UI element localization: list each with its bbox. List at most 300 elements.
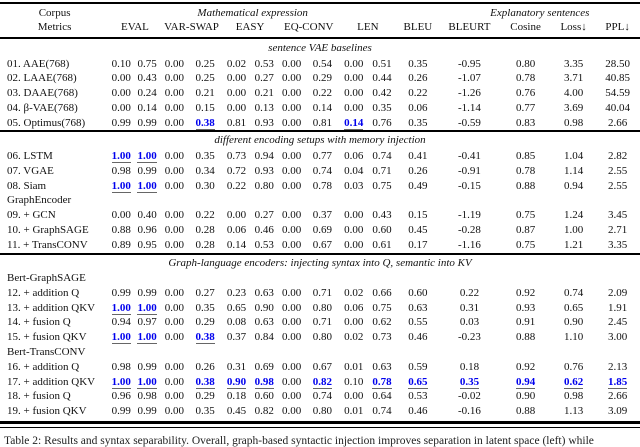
value-cell bbox=[305, 286, 339, 301]
bleu-group-spacer bbox=[396, 4, 439, 21]
value-cell bbox=[499, 86, 552, 101]
value: 0.54 bbox=[312, 57, 332, 70]
value: -0.59 bbox=[458, 116, 481, 129]
table-body bbox=[0, 38, 640, 419]
value: 3.09 bbox=[608, 405, 628, 418]
value-cell bbox=[161, 389, 188, 404]
value-cell bbox=[368, 360, 396, 375]
value-cell bbox=[305, 149, 339, 164]
value: 0.66 bbox=[372, 286, 392, 299]
value: 0.17 bbox=[408, 238, 428, 251]
value-cell bbox=[595, 86, 640, 101]
value-cell bbox=[340, 360, 368, 375]
value: 0.77 bbox=[312, 149, 332, 162]
value-cell bbox=[595, 360, 640, 375]
value: 0.28 bbox=[195, 223, 215, 236]
value: 3.00 bbox=[608, 331, 628, 344]
value: 0.35 bbox=[408, 57, 428, 70]
value: 0.80 bbox=[254, 179, 274, 192]
value-cell bbox=[440, 149, 500, 164]
value-cell bbox=[552, 223, 595, 238]
value-cell bbox=[396, 149, 439, 164]
value-cell bbox=[552, 116, 595, 132]
value: 0.87 bbox=[515, 223, 536, 236]
value-cell bbox=[222, 404, 250, 419]
value: 0.75 bbox=[515, 238, 536, 251]
row-label: 03. DAAE(768) bbox=[7, 87, 78, 100]
value-cell bbox=[368, 404, 396, 419]
value: 0.00 bbox=[281, 360, 302, 373]
value: 0.00 bbox=[281, 390, 302, 403]
col-header-loss: Loss↓ bbox=[560, 20, 587, 33]
value-cell bbox=[188, 301, 222, 316]
value-cell bbox=[278, 238, 305, 254]
value: 0.63 bbox=[372, 360, 392, 373]
value: 0.88 bbox=[515, 405, 536, 418]
header-metrics-row bbox=[0, 21, 640, 39]
value: 0.88 bbox=[515, 331, 536, 344]
row-label: 05. Optimus(768) bbox=[7, 116, 86, 129]
value: 0.75 bbox=[515, 209, 536, 222]
value-cell bbox=[595, 404, 640, 419]
value-cell bbox=[368, 286, 396, 301]
value-cell bbox=[595, 301, 640, 316]
value: 0.00 bbox=[164, 331, 184, 344]
value: 0.92 bbox=[515, 286, 536, 299]
value-cell bbox=[368, 315, 396, 330]
value-cell bbox=[396, 360, 439, 375]
value: 0.76 bbox=[372, 116, 392, 129]
metrics-header: Metrics bbox=[37, 20, 72, 33]
value: 0.06 bbox=[408, 101, 428, 114]
value: 0.15 bbox=[195, 101, 215, 114]
value-cell bbox=[368, 238, 396, 254]
value: 0.73 bbox=[372, 331, 392, 344]
value-cell bbox=[188, 404, 222, 419]
value-cell bbox=[222, 389, 250, 404]
value: 0.00 bbox=[111, 87, 131, 100]
value: 0.64 bbox=[372, 390, 392, 403]
value-cell bbox=[499, 301, 552, 316]
value-cell bbox=[278, 389, 305, 404]
value-cell bbox=[278, 315, 305, 330]
value-cell bbox=[133, 301, 160, 316]
value-cell bbox=[305, 389, 339, 404]
results-table-wrap bbox=[0, 2, 640, 428]
header-group-row bbox=[0, 4, 640, 21]
value-cell bbox=[109, 149, 133, 164]
value: 0.88 bbox=[515, 179, 536, 192]
value-cell bbox=[305, 404, 339, 419]
value-cell bbox=[222, 315, 250, 330]
value-cell bbox=[133, 330, 160, 345]
value-cell bbox=[133, 223, 160, 238]
value-cell bbox=[368, 208, 396, 223]
value-cell bbox=[396, 86, 439, 101]
value: 0.71 bbox=[312, 286, 332, 299]
value-cell bbox=[440, 86, 500, 101]
value: 1.04 bbox=[563, 149, 584, 162]
value: 0.27 bbox=[254, 72, 274, 85]
value: 0.00 bbox=[226, 87, 247, 100]
value-cell bbox=[278, 301, 305, 316]
value: 0.35 bbox=[408, 116, 428, 129]
value: 1.91 bbox=[608, 301, 628, 314]
value-cell bbox=[595, 164, 640, 179]
value: 0.00 bbox=[344, 72, 364, 85]
value: 2.66 bbox=[608, 116, 628, 129]
value-cell bbox=[161, 101, 188, 116]
value: 0.22 bbox=[408, 87, 428, 100]
value: 0.78 bbox=[312, 179, 332, 192]
value: 0.00 bbox=[344, 316, 364, 329]
value-cell bbox=[133, 238, 160, 254]
value: 0.00 bbox=[164, 57, 184, 70]
value: 0.99 bbox=[137, 405, 157, 418]
value-cell bbox=[278, 71, 305, 86]
value: 0.00 bbox=[344, 209, 364, 222]
highlighted-value: 0.35 bbox=[459, 375, 480, 388]
value: 0.99 bbox=[137, 164, 157, 177]
value: 0.00 bbox=[164, 87, 184, 100]
table-row bbox=[0, 389, 640, 404]
value: 0.00 bbox=[164, 405, 184, 418]
value-cell bbox=[222, 238, 250, 254]
value-cell bbox=[595, 286, 640, 301]
value-cell bbox=[305, 375, 339, 390]
value: 0.69 bbox=[254, 360, 274, 373]
value: 0.00 bbox=[164, 360, 184, 373]
value-cell bbox=[251, 57, 278, 72]
value: 0.31 bbox=[226, 360, 247, 373]
value-cell bbox=[222, 57, 250, 72]
value: 0.00 bbox=[164, 238, 184, 251]
value: -0.41 bbox=[458, 149, 481, 162]
value: 0.40 bbox=[137, 209, 157, 222]
value-cell bbox=[305, 223, 339, 238]
value-cell bbox=[305, 330, 339, 345]
value-cell bbox=[440, 404, 500, 419]
value: 0.74 bbox=[372, 405, 392, 418]
value: 0.00 bbox=[111, 209, 131, 222]
subsection-label: GraphEncoder bbox=[7, 194, 72, 207]
value-cell bbox=[109, 208, 133, 223]
value-cell bbox=[222, 223, 250, 238]
value: 0.67 bbox=[312, 360, 332, 373]
value-cell bbox=[161, 286, 188, 301]
value-cell bbox=[109, 57, 133, 72]
value: 0.46 bbox=[408, 331, 428, 344]
table-row bbox=[0, 149, 640, 164]
value: 0.82 bbox=[254, 405, 274, 418]
value: 0.21 bbox=[254, 87, 274, 100]
value-cell bbox=[340, 101, 368, 116]
highlighted-value: 1.00 bbox=[137, 331, 157, 344]
value: 0.91 bbox=[515, 316, 536, 329]
value: 0.60 bbox=[408, 286, 428, 299]
value: 0.93 bbox=[254, 116, 274, 129]
value-cell bbox=[133, 208, 160, 223]
value: 0.99 bbox=[111, 286, 131, 299]
highlighted-value: 1.00 bbox=[111, 331, 131, 344]
value: 0.80 bbox=[515, 57, 536, 70]
value-cell bbox=[278, 360, 305, 375]
value: 0.44 bbox=[372, 72, 392, 85]
table-header bbox=[0, 4, 640, 38]
value: 0.10 bbox=[111, 57, 131, 70]
value: 0.00 bbox=[164, 101, 184, 114]
value: 2.55 bbox=[608, 164, 628, 177]
value: 1.10 bbox=[563, 331, 584, 344]
section-label: different encoding setups with memory injection bbox=[0, 131, 640, 149]
row-label: 06. LSTM bbox=[7, 149, 53, 162]
value-cell bbox=[552, 375, 595, 390]
value-cell bbox=[340, 71, 368, 86]
value: 0.00 bbox=[164, 390, 184, 403]
value: 0.61 bbox=[372, 238, 392, 251]
value-cell bbox=[305, 208, 339, 223]
value-cell bbox=[109, 71, 133, 86]
row-label: 17. + addition QKV bbox=[7, 375, 96, 388]
value: 0.46 bbox=[408, 405, 428, 418]
value-cell bbox=[109, 101, 133, 116]
value: 0.65 bbox=[563, 301, 584, 314]
value: -0.15 bbox=[458, 179, 481, 192]
value-cell bbox=[278, 286, 305, 301]
value: 0.74 bbox=[372, 149, 392, 162]
value-cell bbox=[188, 389, 222, 404]
value-cell bbox=[552, 301, 595, 316]
value-cell bbox=[251, 179, 278, 194]
value: 0.53 bbox=[408, 390, 428, 403]
value-cell bbox=[499, 71, 552, 86]
value-cell bbox=[278, 223, 305, 238]
value-cell bbox=[595, 238, 640, 254]
value-cell bbox=[278, 164, 305, 179]
highlighted-value: 0.82 bbox=[312, 375, 332, 388]
value: 0.98 bbox=[137, 390, 157, 403]
value: 0.06 bbox=[226, 223, 247, 236]
value-cell bbox=[188, 101, 222, 116]
value: 0.96 bbox=[111, 390, 131, 403]
value-cell bbox=[340, 375, 368, 390]
value-cell bbox=[368, 389, 396, 404]
value-cell bbox=[305, 315, 339, 330]
col-header-var-swap: VAR-SWAP bbox=[164, 20, 219, 33]
value-cell bbox=[499, 223, 552, 238]
value-cell bbox=[109, 164, 133, 179]
value: 0.41 bbox=[408, 149, 428, 162]
row-label: 13. + addition QKV bbox=[7, 301, 96, 314]
value: 0.21 bbox=[195, 87, 215, 100]
value: 0.06 bbox=[344, 149, 364, 162]
value-cell bbox=[278, 116, 305, 132]
value-cell bbox=[305, 86, 339, 101]
value-cell bbox=[396, 179, 439, 194]
value-cell bbox=[499, 164, 552, 179]
value-cell bbox=[278, 208, 305, 223]
value-cell bbox=[188, 164, 222, 179]
value: 0.99 bbox=[111, 116, 131, 129]
value-cell bbox=[499, 389, 552, 404]
value-cell bbox=[222, 71, 250, 86]
value-cell bbox=[396, 389, 439, 404]
value: 0.00 bbox=[164, 116, 184, 129]
value: -1.26 bbox=[458, 87, 481, 100]
value-cell bbox=[396, 101, 439, 116]
value-cell bbox=[552, 389, 595, 404]
col-header-ppl: PPL↓ bbox=[605, 20, 630, 33]
value-cell bbox=[595, 57, 640, 72]
value: 0.89 bbox=[111, 238, 131, 251]
value-cell bbox=[595, 208, 640, 223]
value: 0.23 bbox=[226, 286, 247, 299]
value: 0.00 bbox=[226, 101, 247, 114]
table-row bbox=[0, 164, 640, 179]
value-cell bbox=[251, 375, 278, 390]
row-label: 04. β-VAE(768) bbox=[7, 101, 78, 114]
value: 0.00 bbox=[281, 164, 302, 177]
value-cell bbox=[368, 57, 396, 72]
value-cell bbox=[499, 179, 552, 194]
value-cell bbox=[161, 71, 188, 86]
value: 0.00 bbox=[344, 223, 364, 236]
value: -0.95 bbox=[458, 57, 481, 70]
value-cell bbox=[188, 179, 222, 194]
col-header-bleu: BLEU bbox=[403, 20, 433, 33]
value: 0.55 bbox=[408, 316, 428, 329]
value: -1.16 bbox=[458, 238, 481, 251]
explanatory-sentences-group-header: Explanatory sentences bbox=[490, 7, 590, 19]
value: 0.76 bbox=[563, 360, 584, 373]
value: 0.25 bbox=[195, 57, 215, 70]
paper-table-figure bbox=[0, 2, 640, 447]
value-cell bbox=[188, 238, 222, 254]
value-cell bbox=[278, 149, 305, 164]
table-row bbox=[0, 57, 640, 72]
value-cell bbox=[368, 223, 396, 238]
value-cell bbox=[340, 238, 368, 254]
value: 0.67 bbox=[312, 238, 332, 251]
value-cell bbox=[340, 208, 368, 223]
value: -0.16 bbox=[458, 405, 481, 418]
value: 0.53 bbox=[254, 238, 274, 251]
value: 0.29 bbox=[312, 72, 332, 85]
value-cell bbox=[340, 330, 368, 345]
value-cell bbox=[499, 360, 552, 375]
value-cell bbox=[133, 101, 160, 116]
value: 0.02 bbox=[344, 331, 364, 344]
value-cell bbox=[133, 86, 160, 101]
value-cell bbox=[133, 360, 160, 375]
row-label: 12. + addition Q bbox=[7, 286, 80, 299]
value: 0.98 bbox=[111, 360, 131, 373]
value: 0.99 bbox=[137, 286, 157, 299]
value-cell bbox=[440, 389, 500, 404]
value: 0.94 bbox=[111, 316, 131, 329]
value-cell bbox=[222, 208, 250, 223]
value: 0.77 bbox=[515, 101, 536, 114]
value: 0.42 bbox=[372, 87, 392, 100]
value-cell bbox=[109, 116, 133, 132]
value-cell bbox=[251, 315, 278, 330]
col-header-bleurt: BLEURT bbox=[448, 20, 491, 33]
value: 0.97 bbox=[137, 316, 157, 329]
value-cell bbox=[305, 116, 339, 132]
row-label: 19. + fusion QKV bbox=[7, 405, 87, 418]
value: -0.28 bbox=[458, 223, 481, 236]
value: 0.08 bbox=[226, 316, 247, 329]
value-cell bbox=[305, 164, 339, 179]
value-cell bbox=[133, 116, 160, 132]
value-cell bbox=[595, 71, 640, 86]
value-cell bbox=[109, 389, 133, 404]
value-cell bbox=[251, 223, 278, 238]
value: 0.93 bbox=[254, 164, 274, 177]
value-cell bbox=[161, 404, 188, 419]
value: 0.99 bbox=[111, 405, 131, 418]
value-cell bbox=[133, 71, 160, 86]
value-cell bbox=[305, 360, 339, 375]
value-cell bbox=[440, 375, 500, 390]
value-cell bbox=[251, 286, 278, 301]
value-cell bbox=[396, 315, 439, 330]
value-cell bbox=[595, 330, 640, 345]
highlighted-value: 0.38 bbox=[195, 116, 215, 129]
corpus-header: Corpus bbox=[38, 7, 71, 19]
value-cell bbox=[368, 101, 396, 116]
value-cell bbox=[440, 164, 500, 179]
value-cell bbox=[109, 404, 133, 419]
value: 0.00 bbox=[344, 57, 364, 70]
value: 0.00 bbox=[281, 209, 302, 222]
value-cell bbox=[161, 116, 188, 132]
value: 0.00 bbox=[164, 223, 184, 236]
value: 3.35 bbox=[563, 57, 584, 70]
subsection-label-row bbox=[0, 193, 640, 208]
table-row bbox=[0, 86, 640, 101]
value: -0.91 bbox=[458, 164, 481, 177]
value-cell bbox=[161, 57, 188, 72]
value-cell bbox=[133, 286, 160, 301]
value-cell bbox=[222, 149, 250, 164]
value-cell bbox=[109, 315, 133, 330]
value: 0.92 bbox=[515, 360, 536, 373]
value-cell bbox=[340, 223, 368, 238]
highlighted-value: 0.98 bbox=[254, 375, 274, 388]
value-cell bbox=[251, 389, 278, 404]
value-cell bbox=[188, 86, 222, 101]
value: 0.71 bbox=[372, 164, 392, 177]
value: 0.00 bbox=[226, 72, 247, 85]
value-cell bbox=[595, 101, 640, 116]
bottom-rule-thick bbox=[0, 421, 640, 424]
value-cell bbox=[161, 223, 188, 238]
value-cell bbox=[222, 360, 250, 375]
value: 28.50 bbox=[605, 57, 631, 70]
value: 0.63 bbox=[254, 286, 274, 299]
value: 0.02 bbox=[226, 57, 247, 70]
value: 0.00 bbox=[164, 301, 184, 314]
value: 0.22 bbox=[312, 87, 332, 100]
row-label: 16. + addition Q bbox=[7, 360, 80, 373]
value-cell bbox=[340, 86, 368, 101]
value-cell bbox=[440, 179, 500, 194]
value: 0.00 bbox=[111, 72, 131, 85]
value: 3.69 bbox=[563, 101, 584, 114]
table-row bbox=[0, 116, 640, 132]
value: 0.43 bbox=[137, 72, 157, 85]
